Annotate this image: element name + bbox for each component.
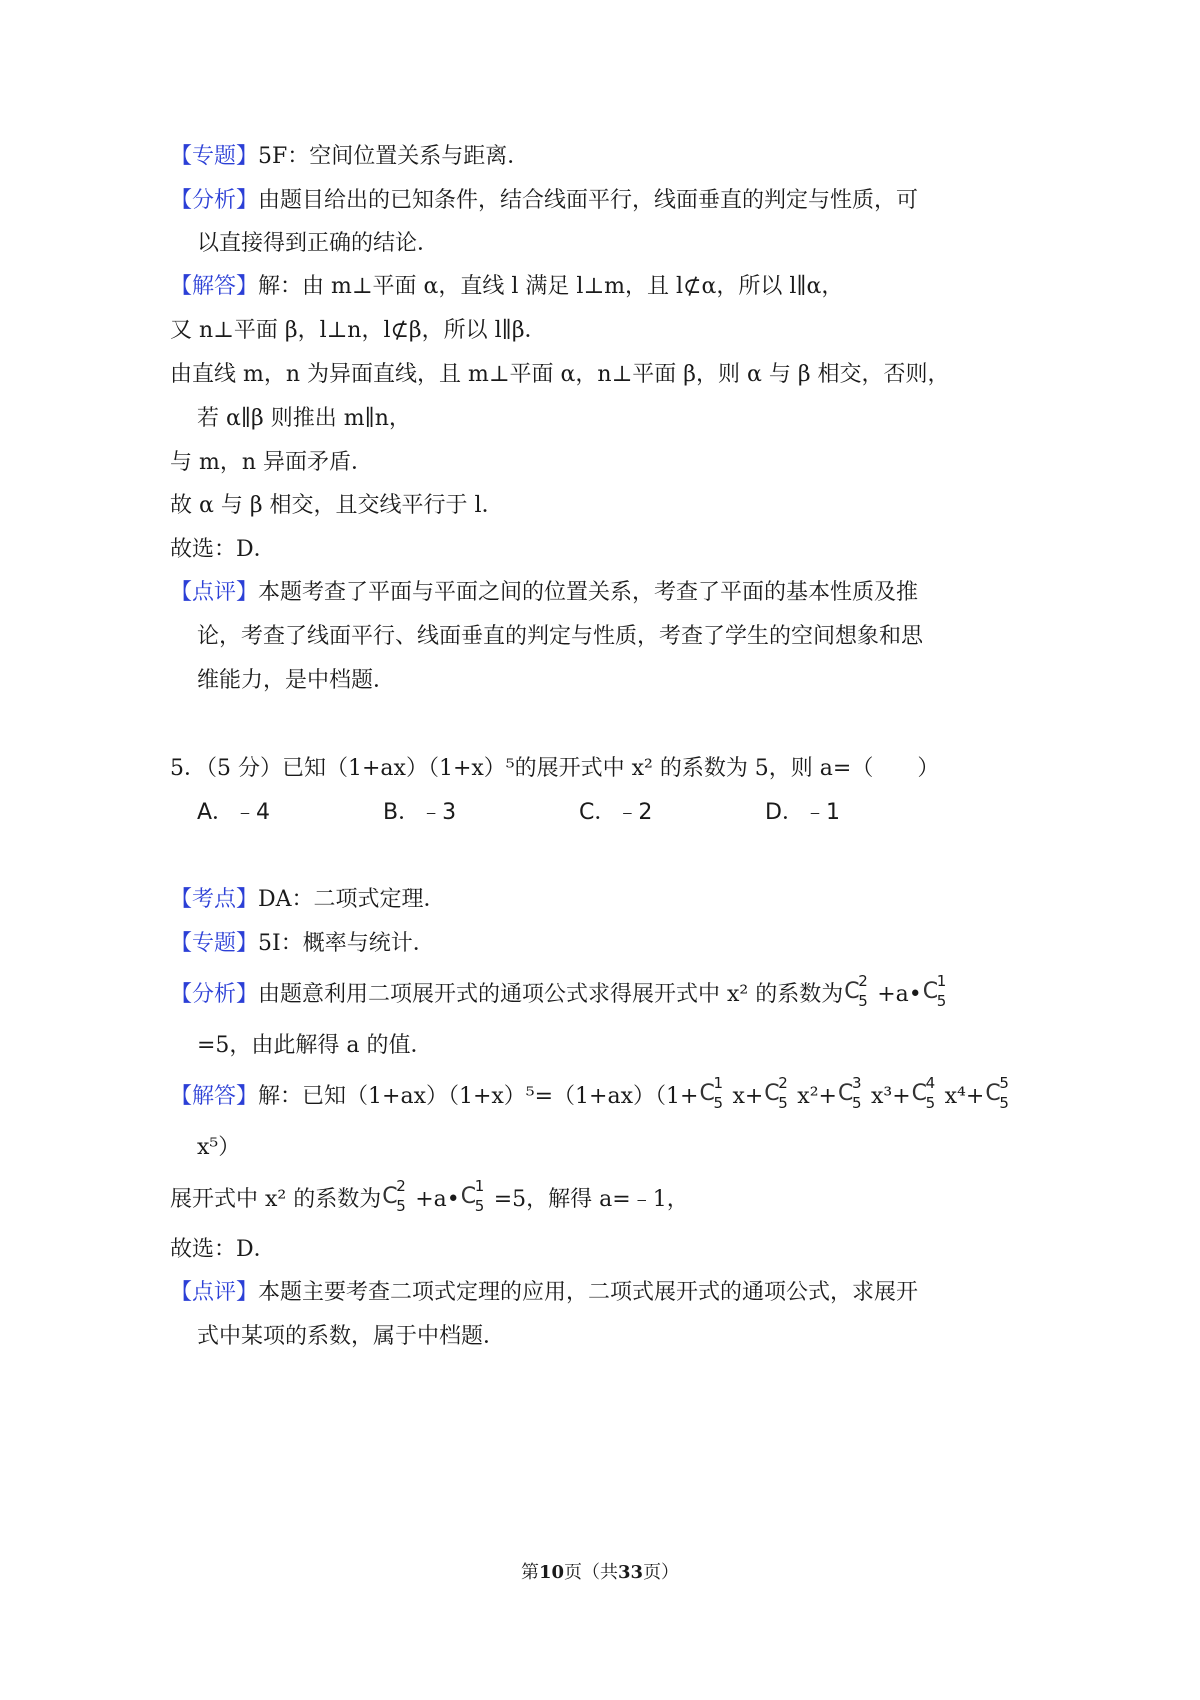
total-pages: 33 (618, 1562, 644, 1583)
q4-jieda-line (170, 272, 843, 302)
q4-zhuanti-text: 5F：空间位置关系与距离． (258, 144, 530, 169)
q4-solution-line-4: 若 α∥β 则推出 m∥n， (197, 406, 411, 431)
q5-option-d: D．﹣1 (765, 800, 840, 825)
q4-fenxi-text-1: 由题目给出的已知条件，结合线面平行，线面垂直的判定与性质，可 (258, 188, 919, 213)
q4-zhuanti-line (170, 142, 529, 172)
binomial-coefficient: C 1 5 (922, 972, 947, 1010)
q5-jieda-line (170, 1074, 1018, 1112)
q5-choice: 故选：D． (170, 1237, 276, 1262)
binomial-coefficient: C 2 5 (382, 1177, 406, 1215)
fenxi-tag: 【分析】 (170, 982, 259, 1007)
q5-option-a: A．﹣4 (197, 800, 271, 825)
fenxi-tag: 【分析】 (170, 188, 259, 213)
page-number: 10 (538, 1562, 564, 1583)
q5-result-post: =5，解得 a=﹣1， (493, 1187, 689, 1212)
jieda-tag: 【解答】 (170, 274, 259, 299)
q4-fenxi-line (170, 186, 918, 216)
q5-dianping-line (170, 1278, 918, 1308)
q4-jieda-text-1: 解：由 m⊥平面 α，直线 l 满足 l⊥m，且 l⊄α，所以 l∥α， (258, 274, 844, 299)
q5-fenxi-text-1: 由题意利用二项展开式的通项公式求得展开式中 x² 的系数为 (258, 982, 844, 1007)
q5-jieda-text-1: 解：已知（1+ax）（1+x）⁵=（1+ax）（1+ (258, 1084, 699, 1109)
dianping-tag: 【点评】 (170, 1280, 259, 1305)
expansion-term: x³+ (870, 1084, 911, 1109)
binomial-coefficient: C 5 5 (985, 1074, 1009, 1112)
q4-dianping-text-3: 维能力，是中档题． (197, 668, 396, 693)
plus-a-dot: +a• (877, 982, 922, 1007)
binomial-coefficient: C 4 5 (911, 1074, 936, 1112)
q5-jieda-text-2: x⁵） (197, 1135, 241, 1160)
binomial-coefficient: C 3 5 (837, 1074, 862, 1112)
q5-dianping-text-1: 本题主要考查二项式定理的应用，二项式展开式的通项公式，求展开 (258, 1280, 919, 1305)
q5-kaodian-line (170, 885, 446, 915)
kaodian-tag: 【考点】 (170, 887, 259, 912)
q4-dianping-text-2: 论，考查了线面平行、线面垂直的判定与性质，考查了学生的空间想象和思 (197, 624, 924, 649)
q4-dianping-text-1: 本题考查了平面与平面之间的位置关系，考查了平面的基本性质及推 (258, 580, 919, 605)
q5-kaodian-text: DA：二项式定理． (258, 887, 446, 912)
binomial-coefficient: C 2 5 (764, 1074, 788, 1112)
binomial-coefficient: C 1 5 (460, 1177, 485, 1215)
expansion-term: x+ (732, 1084, 764, 1109)
zhuanti-tag: 【专题】 (170, 931, 259, 956)
q5-dianping-text-2: 式中某项的系数，属于中档题． (197, 1324, 506, 1349)
q5-result-pre: 展开式中 x² 的系数为 (170, 1187, 382, 1212)
q4-solution-line-2: 又 n⊥平面 β，l⊥n，l⊄β，所以 l∥β． (170, 318, 547, 343)
q5-question: 5．（5 分）已知（1+ax）（1+x）⁵的展开式中 x² 的系数为 5，则 a=（ ） (170, 756, 940, 781)
q4-solution-line-5: 与 m，n 异面矛盾． (170, 450, 374, 475)
q5-option-c: C．﹣2 (579, 800, 653, 825)
q5-option-b: B．﹣3 (383, 800, 457, 825)
jieda-tag: 【解答】 (170, 1084, 259, 1109)
q4-solution-line-6: 故 α 与 β 相交，且交线平行于 l． (170, 493, 504, 518)
q4-solution-line-3: 由直线 m，n 为异面直线，且 m⊥平面 α，n⊥平面 β，则 α 与 β 相交，否则， (170, 362, 950, 387)
q4-fenxi-text-2: 以直接得到正确的结论． (197, 231, 440, 256)
q5-zhuanti-line (170, 929, 435, 959)
q4-choice: 故选：D． (170, 537, 276, 562)
page-footer (0, 1558, 1200, 1584)
dianping-tag: 【点评】 (170, 580, 259, 605)
q5-zhuanti-text: 5I：概率与统计． (258, 931, 435, 956)
zhuanti-tag: 【专题】 (170, 144, 259, 169)
q5-result-line (170, 1177, 689, 1215)
footer-middle: 页（共 (564, 1562, 618, 1583)
plus-a-dot: +a• (415, 1187, 460, 1212)
expansion-term: x⁴+ (944, 1084, 985, 1109)
q5-fenxi-text-2: =5，由此解得 a 的值． (197, 1033, 433, 1058)
expansion-term: x²+ (797, 1084, 837, 1109)
footer-suffix: 页） (643, 1562, 680, 1583)
q4-dianping-line (170, 578, 918, 608)
q5-fenxi-line (170, 972, 956, 1010)
binomial-coefficient: C 2 5 (844, 972, 868, 1010)
footer-prefix: 第 (520, 1562, 539, 1583)
binomial-coefficient: C 1 5 (699, 1074, 723, 1112)
